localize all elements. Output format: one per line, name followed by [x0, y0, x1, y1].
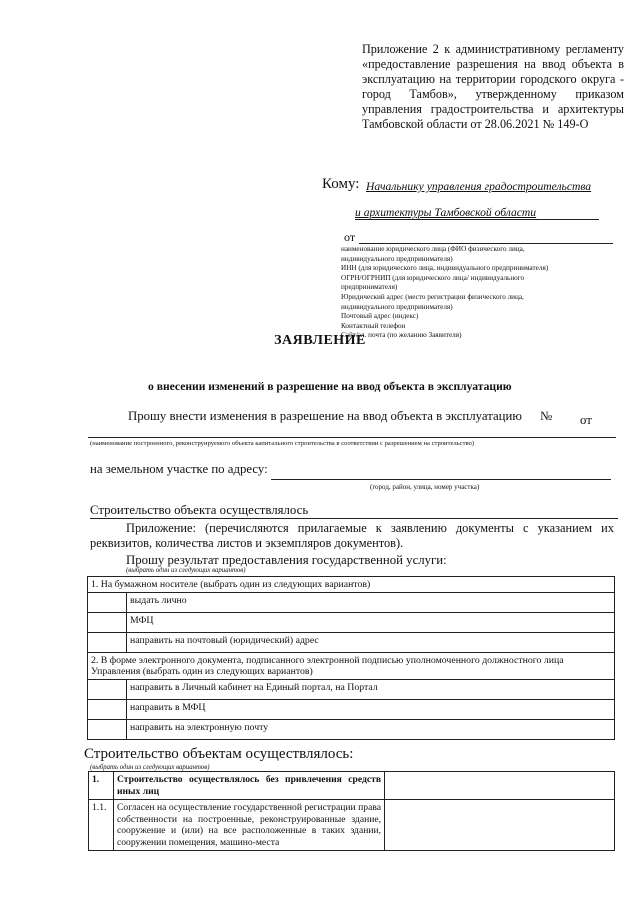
- document-subtitle: о внесении изменений в разрешение на ввод объекта в эксплуатацию: [148, 380, 512, 393]
- paper-header: 1. На бумажном носителе (выбрать один из следующих вариантов): [88, 577, 615, 593]
- attachment-text: Приложение: (перечисляются прилагаемые к заявлению документы с указанием их реквизитов, количества листов и экземпляров документов).: [90, 521, 614, 550]
- addressee-line2-text: и архитектуры Тамбовской области: [355, 206, 537, 219]
- option-label: выдать лично: [127, 593, 615, 613]
- option-label: направить на почтовый (юридический) адрес: [127, 633, 615, 653]
- applicant-field: ИНН (для юридического лица, индивидуального предпринимателя): [341, 264, 549, 273]
- request-text: Прошу внести изменения в разрешение на ввод объекта в эксплуатацию: [128, 409, 522, 423]
- option-checkbox[interactable]: [88, 613, 127, 633]
- applicant-fields: [341, 245, 615, 341]
- option-label: направить в Личный кабинет на Единый портал, на Портал: [127, 680, 615, 700]
- option-label: направить на электронную почту: [127, 720, 615, 740]
- construction-method-label: Строительство объектам осуществлялось:: [84, 746, 354, 762]
- electronic-header: 2. В форме электронного документа, подписанного электронной подписью уполномоченного должностного лица Управления (выбрать один из следующих вариантов): [88, 653, 615, 680]
- annex-header: Приложение 2 к административному регламенту «предоставление разрешения на ввод объекта в эксплуатацию на территории городского округа - город Тамбов», утвержденному приказом управления градостроительства и архитектуры Тамбовской области от 28.06.2021 № 149-О: [362, 42, 624, 132]
- row-mark-cell[interactable]: [385, 800, 615, 851]
- document-title: ЗАЯВЛЕНИЕ: [274, 333, 366, 348]
- option-checkbox[interactable]: [88, 633, 127, 653]
- applicant-field: ОГРН/ОГРНИП (для юридического лица/ индивидуального: [341, 273, 525, 282]
- row-number: 1.: [89, 772, 114, 800]
- option-checkbox[interactable]: [88, 680, 127, 700]
- choose-hint: (выбрать один из следующих вариантов): [126, 567, 246, 574]
- construction-method-table: [88, 771, 615, 851]
- row-text: Строительство осуществлялось без привлечения средств иных лиц: [114, 772, 385, 800]
- plot-address-label: на земельном участке по адресу:: [90, 462, 268, 476]
- applicant-field: Юридический адрес (место регистрации физического лица,: [341, 292, 524, 301]
- applicant-field: Сайт/эл. почта (по желанию Заявителя): [341, 331, 462, 340]
- request-number-label: №: [540, 409, 553, 423]
- request-date-label: от: [580, 413, 592, 427]
- addressee-line2: [355, 206, 599, 220]
- applicant-field: Контактный телефон: [341, 321, 406, 330]
- applicant-field: предпринимателя): [341, 283, 398, 292]
- applicant-field: индивидуального предпринимателя): [341, 254, 453, 263]
- construction-line: [90, 518, 618, 519]
- row-mark-cell[interactable]: [385, 772, 615, 800]
- addressee-label: Кому:: [322, 176, 360, 192]
- addressee-line1: Начальнику управления градостроительства: [366, 180, 592, 193]
- construction-label: Строительство объекта осуществлялось: [90, 503, 309, 517]
- option-checkbox[interactable]: [88, 720, 127, 740]
- from-label: от: [344, 230, 356, 244]
- applicant-field: индивидуального предпринимателя): [341, 302, 453, 311]
- applicant-field: Почтовый адрес (индекс): [341, 312, 419, 321]
- result-request: Прошу результат предоставления государственной услуги:: [126, 553, 447, 567]
- row-number: 1.1.: [89, 800, 114, 851]
- object-name-caption: (наименование построенного, реконструируемого объекта капитального строительства в соответствии с разрешением на строительство): [90, 440, 475, 447]
- option-label: МФЦ: [127, 613, 615, 633]
- option-checkbox[interactable]: [88, 700, 127, 720]
- choose-hint-2: (выбрать один из следующих вариантов): [90, 764, 210, 771]
- row-text: Согласен на осуществление государственной регистрации права собственности на построенные, реконструированные здание, сооружение и (или) на все расположенные в таких здании, сооружении помещения, машино-места: [114, 800, 385, 851]
- plot-address-line: [271, 479, 611, 480]
- option-label: направить в МФЦ: [127, 700, 615, 720]
- option-checkbox[interactable]: [88, 593, 127, 613]
- applicant-field: наименование юридического лица (ФИО физического лица,: [341, 245, 525, 253]
- object-name-line: [88, 437, 616, 438]
- delivery-options-table: [87, 576, 615, 740]
- plot-address-caption: (город, район, улица, номер участка): [370, 483, 480, 491]
- from-line: [359, 243, 613, 244]
